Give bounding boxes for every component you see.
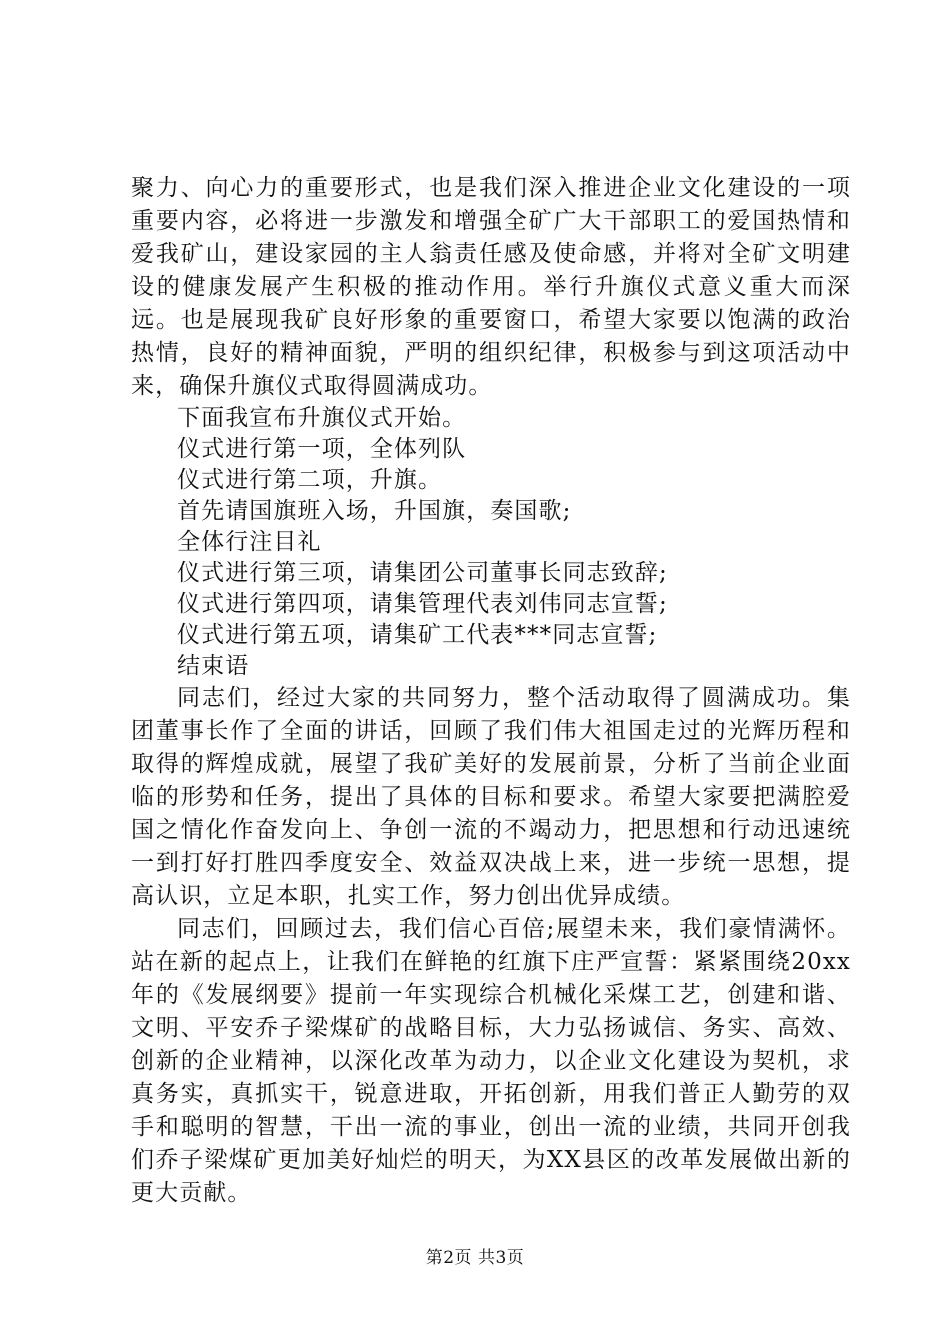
opening-paragraph: 聚力、向心力的重要形式，也是我们深入推进企业文化建设的一项重要内容，必将进一步激发和增强全矿广大干部职工的爱国热情和爱我矿山，建设家园的主人翁责任感及使命感，并将对全矿文明建设的健康发展产生积极的推动作用。举行升旗仪式意义重大而深远。也是展现我矿良好形象的重要窗口，希望大家要以饱满的政治热情，良好的精神面貌，严明的组织纪律，积极参与到这项活动中来，确保升旗仪式取得圆满成功。	[131, 175, 851, 399]
ceremony-item: 下面我宣布升旗仪式开始。	[177, 405, 467, 431]
ceremony-item: 结束语	[177, 653, 250, 679]
closing-paragraph: 同志们，回顾过去，我们信心百倍;展望未来，我们豪情满怀。站在新的起点上，让我们在鲜艳的红旗下庄严宣誓：紧紧围绕20xx年的《发展纲要》提前一年实现综合机械化采煤工艺，创建和谐、文明、平安乔子梁煤矿的战略目标，大力弘扬诚信、务实、高效、创新的企业精神，以深化改革为动力，以企业文化建设为契机，求真务实，真抓实干，锐意进取，开拓创新，用我们普正人勤劳的双手和聪明的智慧，干出一流的事业，创出一流的业绩，共同开创我们乔子梁煤矿更加美好灿烂的明天，为XX县区的改革发展做出新的更大贡献。	[131, 916, 851, 1206]
document-body	[131, 172, 851, 1210]
ceremony-item: 仪式进行第一项，全体列队	[177, 436, 467, 462]
ceremony-item: 首先请国旗班入场，升国旗，奏国歌;	[177, 498, 572, 524]
closing-paragraph: 同志们，经过大家的共同努力，整个活动取得了圆满成功。集团董事长作了全面的讲话，回顾了我们伟大祖国走过的光辉历程和取得的辉煌成就，展望了我矿美好的发展前景，分析了当前企业面临的形势和任务，提出了具体的目标和要求。希望大家要把满腔爱国之情化作奋发向上、争创一流的不竭动力，把思想和行动迅速统一到打好打胜四季度安全、效益双决战上来，进一步统一思想，提高认识，立足本职，扎实工作，努力创出优异成绩。	[131, 685, 851, 909]
ceremony-item: 仪式进行第四项，请集管理代表刘伟同志宣誓;	[177, 591, 668, 617]
ceremony-item: 全体行注目礼	[177, 529, 322, 555]
ceremony-item: 仪式进行第五项，请集矿工代表***同志宣誓;	[177, 622, 658, 648]
ceremony-item-list	[131, 403, 851, 682]
ceremony-item: 仪式进行第二项，升旗。	[177, 467, 443, 493]
ceremony-item: 仪式进行第三项，请集团公司董事长同志致辞;	[177, 560, 668, 586]
page-number-footer: 第2页 共3页	[425, 1248, 525, 1268]
